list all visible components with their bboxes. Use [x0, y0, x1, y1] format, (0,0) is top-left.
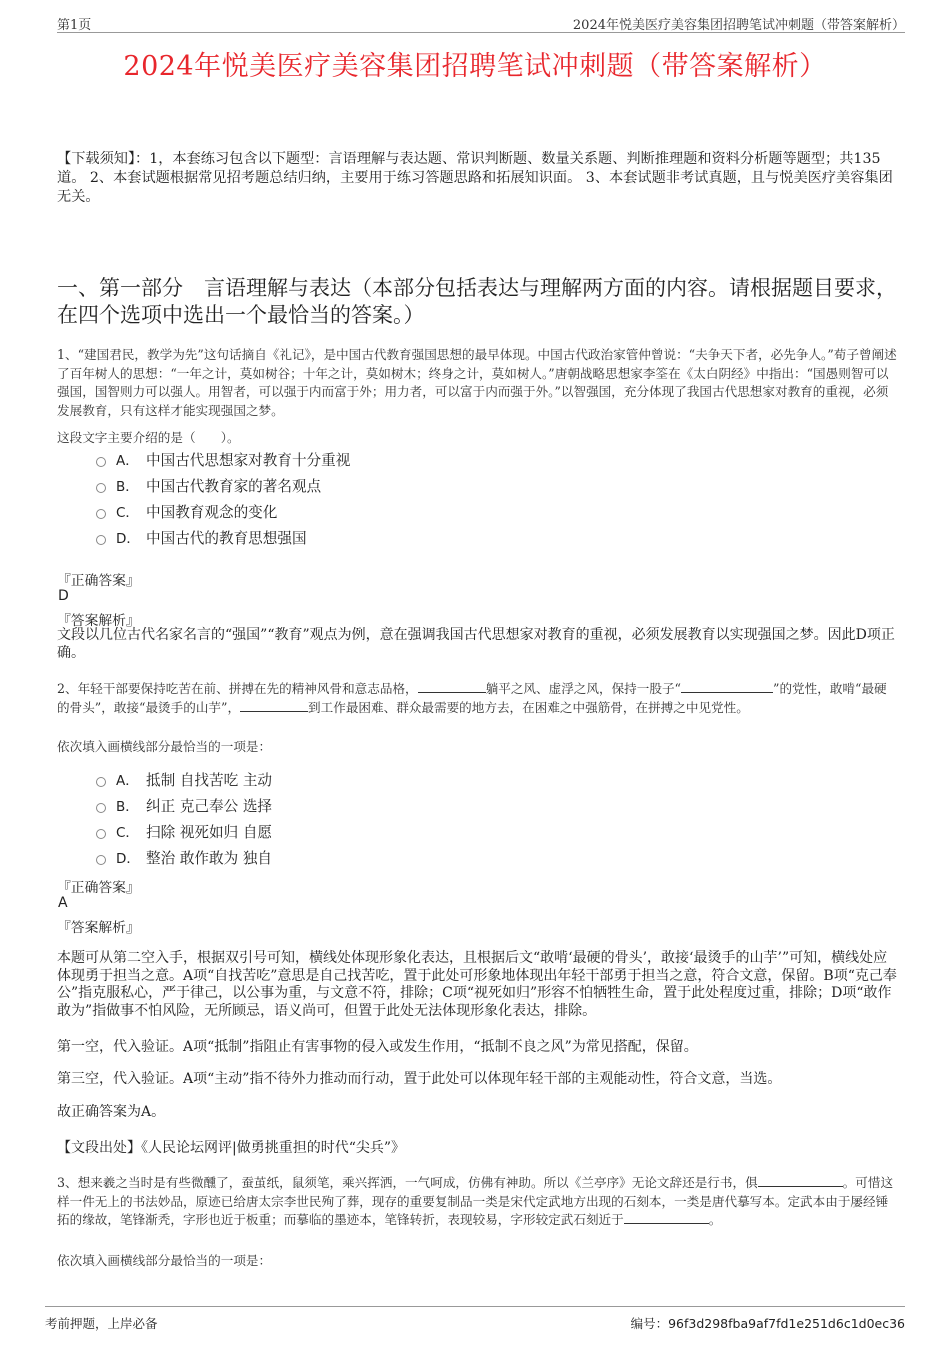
option-c[interactable]: C． 扫除 视死如归 自愿 [96, 818, 272, 844]
question-1-options [96, 446, 350, 550]
radio-icon[interactable] [96, 457, 106, 467]
analysis-paragraph-1: 本题可从第二空入手，根据双引号可知，横线处体现形象化表达，且根据后文“敢啃‘最硬的骨头’，敢接‘最烫手的山芋’”可知，横线处应体现勇于担当之意。A项“自找苦吃”意思是自己找苦吃，置于此处可形象地体现出年轻干部勇于担当之意，符合文意，保留。B项“克己奉公”指克服私心，严于律己，以公事为重，与文意不符，排除；C项“视死如归”形容不怕牺牲生命，置于此处程度过重，排除；D项“敢作敢为”指做事不怕风险，无所顾忌，语义尚可，但置于此处无法体现形象化表达，排除。 [57, 950, 897, 1019]
source-citation: 【文段出处】《人民论坛网评|做勇挑重担的时代“尖兵”》 [57, 1140, 406, 1156]
analysis-paragraph-2: 第一空，代入验证。A项“抵制”指阻止有害事物的侵入或发生作用，“抵制不良之风”为常见搭配，保留。 [57, 1039, 698, 1055]
question-2-options [96, 766, 272, 870]
option-b[interactable]: B． 纠正 克己奉公 选择 [96, 792, 272, 818]
radio-icon[interactable] [96, 509, 106, 519]
answer-value: A [58, 895, 68, 911]
option-a[interactable]: A． 抵制 自找苦吃 主动 [96, 766, 272, 792]
download-notice: 【下载须知】：1，本套练习包含以下题型：言语理解与表达题、常识判断题、数量关系题、判断推理题和资料分析题等题型；共135道。 2、本套试题根据常见招考题总结归纳，主要用于练习答题思路和拓展知识面。 3、本套试题非考试真题，且与悦美医疗美容集团无关。 [57, 151, 893, 205]
analysis-paragraph-3: 第三空，代入验证。A项“主动”指不待外力推动而行动，置于此处可以体现年轻干部的主观能动性，符合文意，当选。 [57, 1071, 782, 1087]
answer-label: 『正确答案』 [57, 573, 140, 589]
radio-icon[interactable] [96, 483, 106, 493]
page-number: 第1页 [57, 18, 92, 33]
footer-slogan: 考前押题，上岸必备 [45, 1316, 158, 1331]
question-2-ask: 依次填入画横线部分最恰当的一项是： [57, 739, 272, 754]
fill-blank [758, 1174, 843, 1187]
question-1-stem: 1、“建国君民，教学为先”这句话摘自《礼记》，是中国古代教育强国思想的最早体现。中国古代政治家管仲曾说：“夫争天下者，必先争人。”荀子曾阐述了百年树人的思想：“一年之计，莫如树谷；十年之计，莫如树木；终身之计，莫如树人。”唐朝战略思想家李筌在《太白阴经》中指出：“国愚则智可以强国，国智则力可以强人。用智者，可以强于内而富于外；用力者，可以富于内而强于外。”以智强国，充分体现了我国古代思想家对教育的重视，必须发展教育，只有这样才能实现强国之梦。 [57, 347, 897, 418]
radio-icon[interactable] [96, 535, 106, 545]
question-1-ask: 这段文字主要介绍的是（ ）。 [57, 430, 240, 445]
question-3-ask: 依次填入画横线部分最恰当的一项是： [57, 1253, 272, 1268]
header-doc-title: 2024年悦美医疗美容集团招聘笔试冲刺题（带答案解析） [572, 18, 905, 33]
analysis-label: 『答案解析』 [57, 920, 140, 936]
answer-value: D [58, 588, 69, 604]
fill-blank [624, 1211, 709, 1224]
option-d[interactable]: D． 整治 敢作敢为 独自 [96, 844, 272, 870]
document-id: 96f3d298fba9af7fd1e251d6c1d0ec36 [668, 1316, 905, 1331]
fill-blank [240, 699, 308, 712]
option-a[interactable]: A． 中国古代思想家对教育十分重视 [96, 446, 350, 472]
analysis-conclusion: 故正确答案为A。 [57, 1104, 166, 1120]
option-d[interactable]: D． 中国古代的教育思想强国 [96, 524, 350, 550]
question-2-stem: 2、年轻干部要保持吃苦在前、拼搏在先的精神风骨和意志品格， 躺平之风、虚浮之风，保持一股子“ ”的党性，敢啃“最硬的骨头”，敢接“最烫手的山芋”， 到工作最困难、群众最需要的地方去，在困难之中强筋骨，在拼搏之中见党性。 [57, 681, 887, 715]
section-heading: 一、第一部分 言语理解与表达（本部分包括表达与理解两方面的内容。请根据题目要求，在四个选项中选出一个最恰当的答案。） [57, 276, 897, 327]
fill-blank [418, 680, 486, 693]
page-header [57, 10, 905, 33]
analysis-text: 文段以几位古代名家名言的“强国”“教育”观点为例，意在强调我国古代思想家对教育的重视，必须发展教育以实现强国之梦。因此D项正确。 [57, 627, 895, 661]
footer-code: 编号：96f3d298fba9af7fd1e251d6c1d0ec36 [630, 1316, 905, 1331]
radio-icon[interactable] [96, 829, 106, 839]
radio-icon[interactable] [96, 777, 106, 787]
fill-blank [681, 680, 773, 693]
analysis-label: 『答案解析』 [57, 613, 140, 629]
radio-icon[interactable] [96, 803, 106, 813]
document-title: 2024年悦美医疗美容集团招聘笔试冲刺题（带答案解析） [123, 51, 827, 82]
radio-icon[interactable] [96, 855, 106, 865]
option-b[interactable]: B． 中国古代教育家的著名观点 [96, 472, 350, 498]
option-c[interactable]: C． 中国教育观念的变化 [96, 498, 350, 524]
question-3-stem: 3、想来羲之当时是有些微醺了，蚕茧纸，鼠须笔，乘兴挥洒，一气呵成，仿佛有神助。所以《兰亭序》无论文辞还是行书，俱 。可惜这样一件无上的书法妙品，原迹已给唐太宗李世民殉了葬，现存的重要复制品一类是宋代定武地方出现的石刻本，一类是唐代摹写本。定武本由于屡经锤拓的缘故，笔锋渐秃，字形也近于板重；而摹临的墨迹本，笔锋转折，表现较易，字形较定武石刻近于 。 [57, 1175, 894, 1227]
page-footer [45, 1306, 905, 1333]
answer-label: 『正确答案』 [57, 880, 140, 896]
